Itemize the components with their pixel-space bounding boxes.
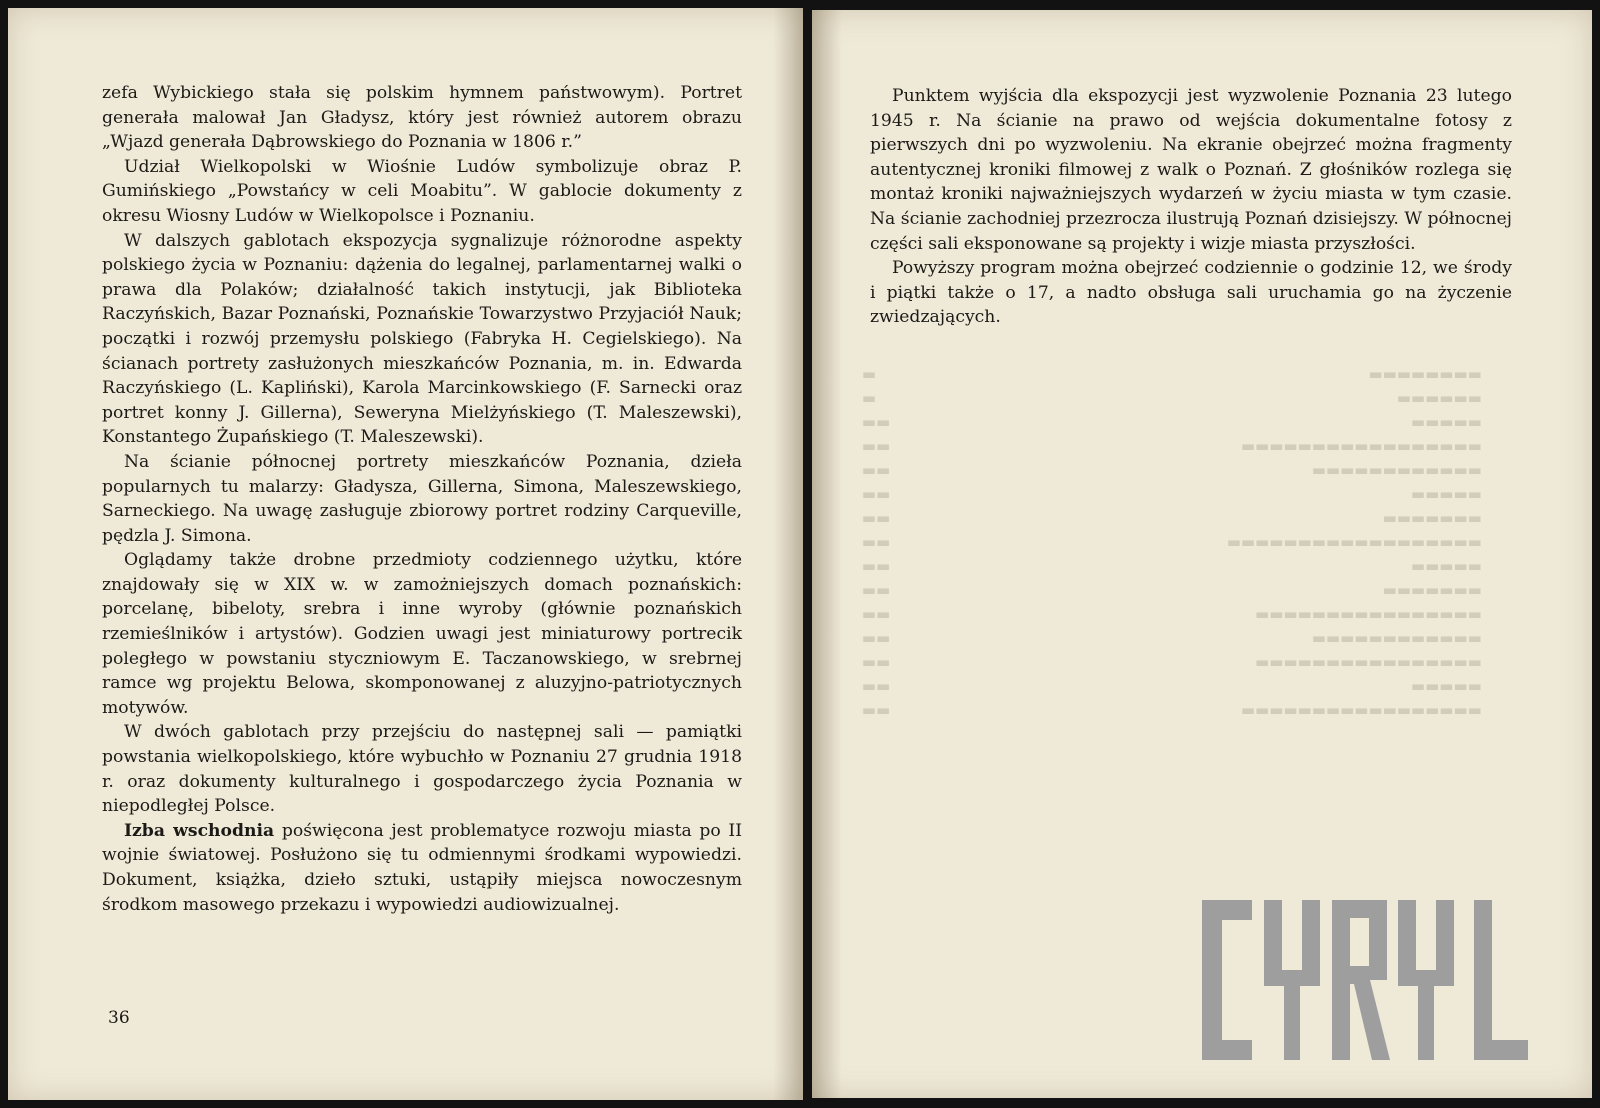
right-paragraph-2: Powyższy program można obejrzeć codziennie o godzinie 12, we środy i piątki także o 17, a nadto obsługa sali uruchamia go na życzenie zwiedzających.	[870, 258, 1512, 328]
left-paragraph-5: Oglądamy także drobne przedmioty codziennego użytku, które znajdowały się w XIX w. w zamożniejszych domach poznańskich: porcelanę, bibeloty, srebra i inne wyroby (głównie poznańskich rzemieślników i artystów). Godzien uwagi jest miniaturowy portrecik poległego w powstaniu styczniowym E. Taczanowskiego, w srebrnej ramce wg projektu Belowa, skomponowanej z aluzyjno-patriotycznych motywów.	[102, 550, 742, 718]
bleed-through-text: ▬▬▬▬▬▬▬▬ ▬ ▬▬▬▬▬▬ ▬ ▬▬▬▬▬ ▬▬ ▬▬▬▬▬▬▬▬▬▬▬▬▬▬▬▬▬ ▬▬ ▬▬▬▬▬▬▬▬▬▬▬▬ ▬▬ ▬▬▬▬▬ ▬▬ ▬▬▬▬▬▬▬ ▬▬ ▬▬▬▬▬▬▬▬▬▬▬▬▬▬▬▬▬▬ ▬▬ ▬▬▬▬▬ ▬▬ ▬▬▬▬▬▬▬ ▬▬ ▬▬▬▬▬▬▬▬▬▬▬▬▬▬▬▬ ▬▬ ▬▬▬▬▬▬▬▬▬▬▬▬ ▬▬ ▬▬▬▬▬▬▬▬▬▬▬▬▬▬▬▬ ▬▬ ▬▬▬▬▬ ▬▬ ▬▬▬▬▬▬▬▬▬▬▬▬▬▬▬▬▬ ▬▬	[862, 365, 1482, 719]
right-paragraph-1: Punktem wyjścia dla ekspozycji jest wyzwolenie Poznania 23 lutego 1945 r. Na ścianie na prawo od wejścia dokumentalne fotosy z pierwszych dni po wyzwoleniu. Na ekranie obejrzeć można fragmenty autentycznej kroniki filmowej z walk o Poznań. Z głośników rozlega się montaż kroniki najważniejszych wydarzeń w życiu miasta w tym czasie. Na ścianie zachodniej przezrocza ilustrują Poznań dzisiejszy. W północnej części sali eksponowane są projekty i wizje miasta przyszłości.	[870, 86, 1512, 254]
izba-wschodnia-text: poświęcona jest problematyce rozwoju miasta po II wojnie światowej. Posłużono się tu odmiennymi środkami wypowiedzi. Dokument, książka, dzieło sztuki, ustąpiły miejsca nowoczesnym środkom masowego przekazu i wypowiedzi audiowizualnej.	[102, 820, 742, 915]
left-paragraph-4: Na ścianie północnej portrety mieszkańców Poznania, dzieła popularnych tu malarzy: Gładysza, Gillerna, Simona, Maleszewskiego, Sarneckiego. Na uwagę zasługuje zbiorowy portret rodziny Carqueville, pędzla J. Simona.	[102, 451, 742, 546]
izba-wschodnia-heading: Izba wschodnia	[124, 820, 275, 841]
cyryl-watermark-logo	[1202, 900, 1532, 1060]
spine-shadow-left	[773, 8, 803, 1100]
spine-shadow-right	[812, 10, 842, 1098]
left-page	[8, 8, 803, 1100]
page-number: 36	[108, 1008, 130, 1028]
right-page	[812, 10, 1592, 1098]
left-paragraph-2: Udział Wielkopolski w Wiośnie Ludów symbolizuje obraz P. Gumińskiego „Powstańcy w celi Moabitu”. W gablocie dokumenty z okresu Wiosny Ludów w Wielkopolsce i Poznaniu.	[102, 156, 742, 226]
left-paragraph-1: zefa Wybickiego stała się polskim hymnem państwowym). Portret generała malował Jan Gładysz, który jest również autorem obrazu „Wjazd generała Dąbrowskiego do Poznania w 1806 r.”	[102, 83, 742, 153]
left-paragraph-3: W dalszych gablotach ekspozycja sygnalizuje różnorodne aspekty polskiego życia w Poznaniu: dążenia do legalnej, parlamentarnej walki o prawa dla Polaków; działalność takich instytucji, jak Biblioteka Raczyńskich, Bazar Poznański, Poznańskie Towarzystwo Przyjaciół Nauk; początki i rozwój przemysłu polskiego (Fabryka H. Cegielskiego). Na ścianach portrety zasłużonych mieszkańców Poznania, m. in. Edwarda Raczyńskiego (L. Kapliński), Karola Marcinkowskiego (F. Sarnecki oraz portret konny J. Gillerna), Seweryna Mielżyńskiego (T. Maleszewski), Konstantego Żupańskiego (T. Maleszewski).	[102, 230, 742, 448]
left-paragraph-6: W dwóch gablotach przy przejściu do następnej sali — pamiątki powstania wielkopolskiego, które wybuchło w Poznaniu 27 grudnia 1918 r. oraz dokumenty kulturalnego i gospodarczego życia Poznania w niepodległej Polsce.	[102, 722, 742, 817]
left-page-text	[102, 81, 742, 917]
right-page-text	[870, 84, 1512, 330]
left-paragraph-7	[102, 819, 742, 917]
